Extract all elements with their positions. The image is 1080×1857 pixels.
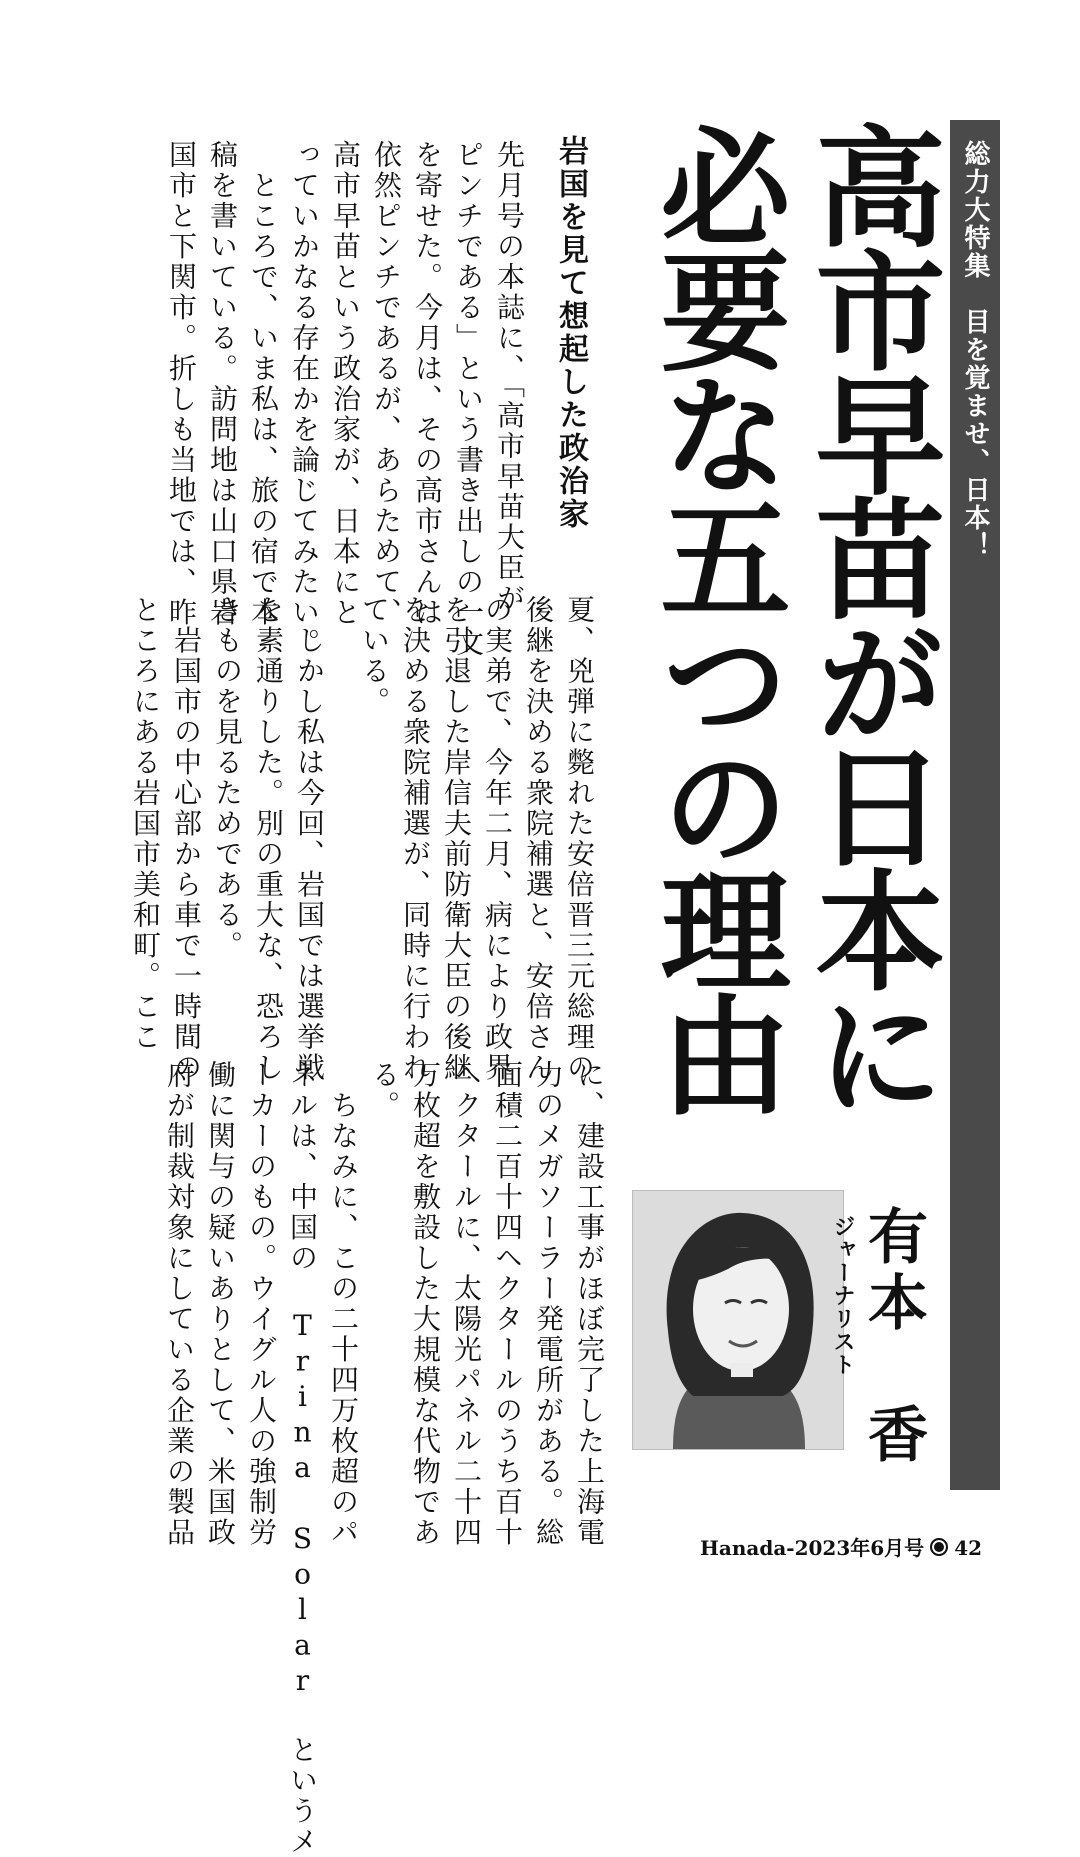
portrait-illustration (633, 1191, 843, 1449)
body-text-top: 先月号の本誌に、「高市早苗大臣が ピンチである」という書き出しの一文 を寄せた。今月は、その高市さんは 依然ピンチであるが、あらためて、 高市早苗という政治家が、日本にと っていかなる存在かを論じてみたい。 ところで、いま私は、旅の宿で本 稿を書いている。訪問地は山口県岩 国市と下関市。折しも当地では、昨 (165, 140, 526, 659)
headline-line-2: 必要な五つの理由 (639, 120, 792, 1112)
author-photo (632, 1190, 844, 1450)
bullet-icon (930, 1538, 948, 1556)
series-banner (950, 120, 1000, 1490)
body-text-bottom: に、建設工事がほぼ完了した上海電 力のメガソーラー発電所がある。総 面積二百十四ヘクタールのうち百十 ヘクタールに、太陽光パネル二十四 万枚超を敷設した大規模な代物であ る。 ちなみに、この二十四万枚超のパ ネルは、中国の Trina Solar というメ ーカーのもの。ウイグル人の強制労 働に関与の疑いありとして、米国政 府が制裁対象にしている企業の製品 (163, 1060, 606, 1857)
body-text-middle: 夏、兇弾に斃れた安倍晋三元総理の 後継を決める衆院補選と、安倍さん の実弟で、今年二月、病により政界 を引退した岸信夫前防衛大臣の後継 を決める衆院補選が、同時に行われ ている。 (358, 595, 596, 1083)
page-number: 42 (954, 1536, 983, 1560)
magazine-issue: Hanada-2023年6月号 (700, 1536, 925, 1560)
series-banner-text: 総力大特集 目を覚ませ、日本！ (960, 140, 990, 560)
author-name: 有本 香 (858, 1205, 928, 1469)
author-role: ジャーナリスト (830, 1215, 855, 1376)
section-subheading: 岩国を見て想起した政治家 (553, 135, 588, 531)
page-footer (700, 1528, 1000, 1568)
headline-line-1: 高市早苗が日本に (794, 120, 947, 1112)
body-text-middle-left: しかし私は今回、岩国では選挙戦 を素通りした。別の重大な、恐ろし きものを見るためである。 岩国市の中心部から車で一時間の ところにある岩国市美和町。ここ (129, 595, 326, 1083)
